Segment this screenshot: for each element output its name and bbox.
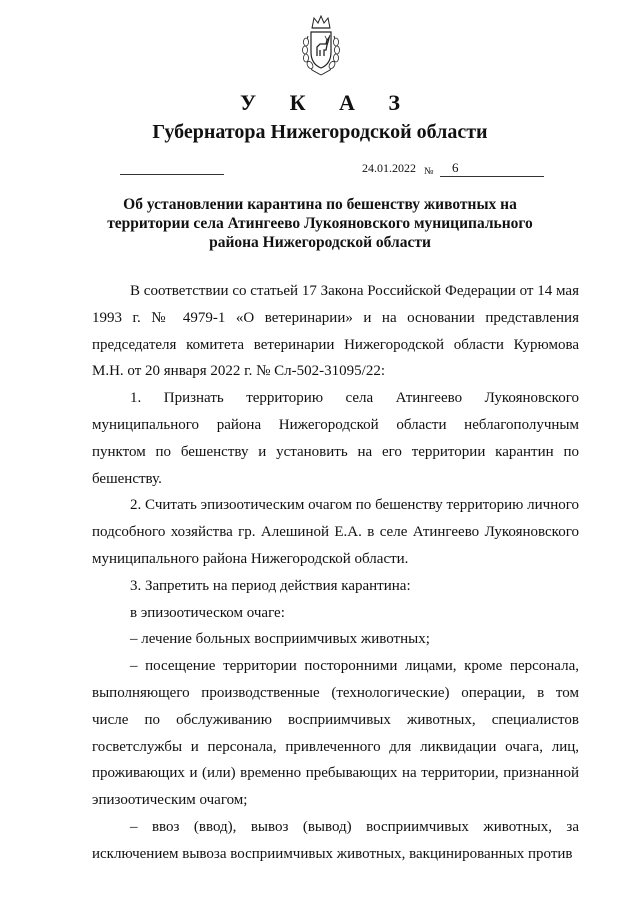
paragraph-dash-1: – лечение больных восприимчивых животных; — [130, 631, 430, 648]
number-underline — [440, 176, 544, 177]
heading-line: территории села Атингеево Лукояновского муниципального — [107, 215, 533, 232]
document-date: 24.01.2022 — [362, 161, 416, 175]
paragraph-item-2: 2. Считать эпизоотическим очагом по бешенству территорию личного подсобного хозяйства гр. Алешиной Е.А. в селе Атингеево Лукояновского муниципального района Нижегородской области. — [92, 497, 579, 567]
date-underline — [120, 174, 224, 175]
document-heading — [0, 195, 640, 252]
paragraph-item-3: 3. Запретить на период действия карантина: — [130, 577, 411, 594]
paragraph-subheading: в эпизоотическом очаге: — [130, 604, 285, 621]
paragraph-item-1: 1. Признать территорию села Атингеево Лукояновского муниципального района Нижегородской области неблагополучным пунктом по бешенству и установить на его территории карантин по бешенству. — [92, 390, 579, 487]
document-body — [92, 278, 579, 868]
document-title: У К А З — [239, 90, 415, 115]
coat-of-arms-icon — [300, 14, 342, 76]
heading-line: района Нижегородской области — [209, 234, 431, 251]
number-label: № — [424, 166, 434, 177]
paragraph-dash-3: – ввоз (ввод), вывоз (вывод) восприимчивых животных, за исключением вывоза восприимчивых животных, вакцинированных против — [92, 818, 579, 862]
paragraph-preamble: В соответствии со статьей 17 Закона Российской Федерации от 14 мая 1993 г. № 4979-1 «О ветеринарии» и на основании представления председателя комитета ветеринарии Нижегородской области Курюмова М.Н. от 20 января 2022 г. № Сл-502-31095/22: — [92, 283, 579, 380]
document-number: 6 — [452, 160, 459, 175]
paragraph-dash-2: – посещение территории посторонними лицами, кроме персонала, выполняющего производственные (технологические) операции, в том числе по обслуживанию восприимчивых животных, специалистов госветслужбы и персонала, привлеченного для ликвидации очага, лиц, проживающих и (или) временно пребывающих на территории, признанной эпизоотическим очагом; — [92, 658, 579, 809]
heading-line: Об установлении карантина по бешенству животных на — [123, 196, 517, 213]
document-subtitle: Губернатора Нижегородской области — [152, 121, 488, 143]
